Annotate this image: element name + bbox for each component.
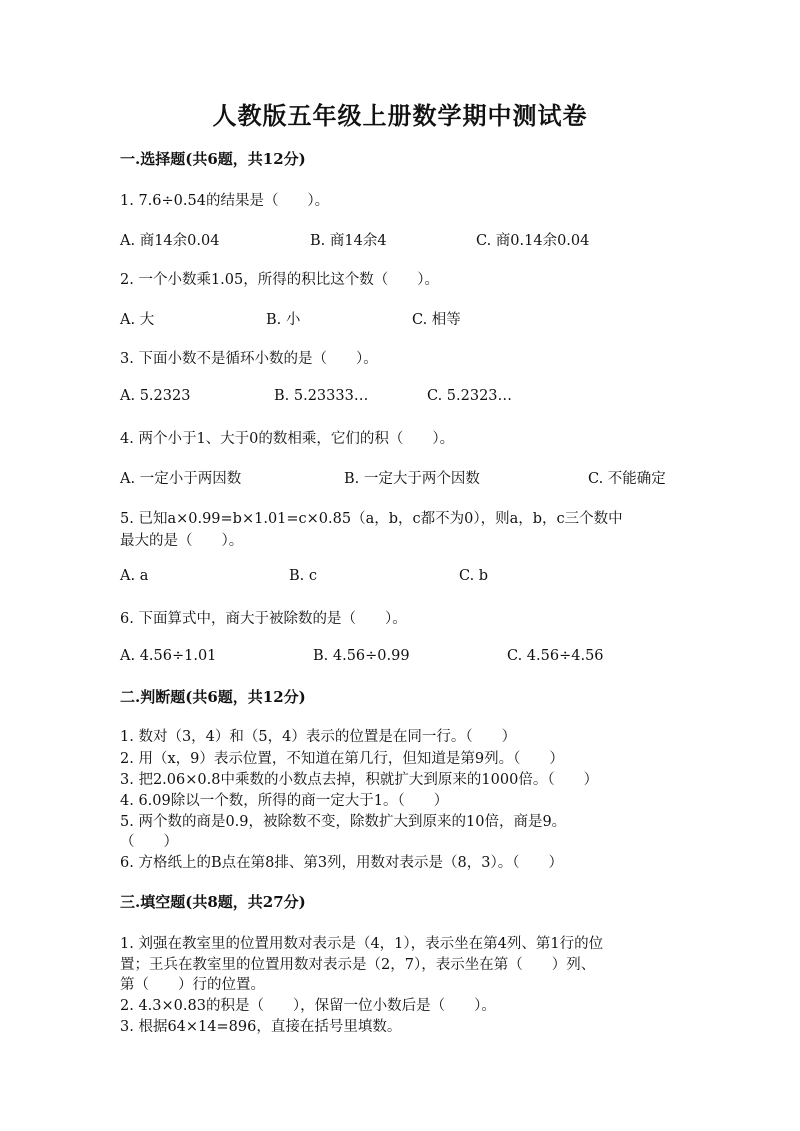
option-c: C. b — [459, 568, 489, 584]
judgement-item: 5. 两个数的商是0.9，被除数不变，除数扩大到原来的10倍，商是9。 — [120, 814, 567, 830]
fill-in-item: 3. 根据64×14=896，直接在括号里填数。 — [120, 1019, 402, 1035]
question-stem-line-1: 5. 已知a×0.99=b×1.01=c×0.85（a，b，c都不为0），则a，b，c三个数中 — [120, 511, 623, 527]
option-c: C. 商0.14余0.04 — [476, 233, 590, 249]
judgement-item: 6. 方格纸上的B点在第8排、第3列，用数对表示是（8，3）。（ ） — [120, 855, 563, 871]
judgement-item: 3. 把2.06×0.8中乘数的小数点去掉，积就扩大到原来的1000倍。（ ） — [120, 772, 599, 788]
document-title: 人教版五年级上册数学期中测试卷 — [212, 101, 588, 130]
option-b: B. 5.23333… — [274, 388, 369, 404]
fill-in-item: 2. 4.3×0.83的积是（ ），保留一位小数后是（ ）。 — [120, 998, 496, 1014]
question-stem: 3. 下面小数不是循环小数的是（ ）。 — [120, 351, 378, 367]
option-b: B. 小 — [266, 312, 301, 328]
question-stem-line-2: 最大的是（ ）。 — [120, 533, 244, 549]
question-stem: 1. 7.6÷0.54的结果是（ ）。 — [120, 193, 330, 209]
question-stem: 4. 两个小于1、大于0的数相乘，它们的积（ ）。 — [120, 431, 455, 447]
judgement-item: 1. 数对（3，4）和（5，4）表示的位置是在同一行。（ ） — [120, 729, 517, 745]
option-a: A. 4.56÷1.01 — [120, 648, 217, 664]
option-a: A. 一定小于两因数 — [120, 471, 242, 487]
option-a: A. 大 — [120, 312, 155, 328]
option-b: B. 一定大于两个因数 — [344, 471, 480, 487]
option-a: A. a — [120, 568, 149, 584]
judgement-item-continuation: （ ） — [120, 834, 178, 850]
question-stem: 6. 下面算式中，商大于被除数的是（ ）。 — [120, 611, 407, 627]
fill-in-item-continuation: 第（ ）行的位置。 — [120, 977, 265, 993]
judgement-item: 2. 用（x，9）表示位置，不知道在第几行，但知道是第9列。（ ） — [120, 751, 564, 767]
fill-in-item: 1. 刘强在教室里的位置用数对表示是（4，1），表示坐在第4列、第1行的位 — [120, 936, 604, 952]
option-a: A. 商14余0.04 — [120, 233, 220, 249]
option-c: C. 相等 — [412, 312, 461, 328]
option-c: C. 5.2323… — [427, 388, 513, 404]
section-heading-fill-in: 三.填空题(共8题，共27分) — [120, 893, 306, 911]
option-b: B. 4.56÷0.99 — [313, 648, 410, 664]
judgement-item: 4. 6.09除以一个数，所得的商一定大于1。（ ） — [120, 793, 449, 809]
section-heading-judgement: 二.判断题(共6题，共12分) — [120, 688, 306, 706]
option-b: B. c — [289, 568, 317, 584]
option-b: B. 商14余4 — [310, 233, 387, 249]
fill-in-item-continuation: 置；王兵在教室里的位置用数对表示是（2，7），表示坐在第（ ）列、 — [120, 957, 596, 973]
section-heading-choice: 一.选择题(共6题，共12分) — [120, 150, 306, 168]
option-c: C. 4.56÷4.56 — [507, 648, 604, 664]
question-stem: 2. 一个小数乘1.05，所得的积比这个数（ ）。 — [120, 272, 439, 288]
option-c: C. 不能确定 — [588, 471, 666, 487]
option-a: A. 5.2323 — [120, 388, 191, 404]
